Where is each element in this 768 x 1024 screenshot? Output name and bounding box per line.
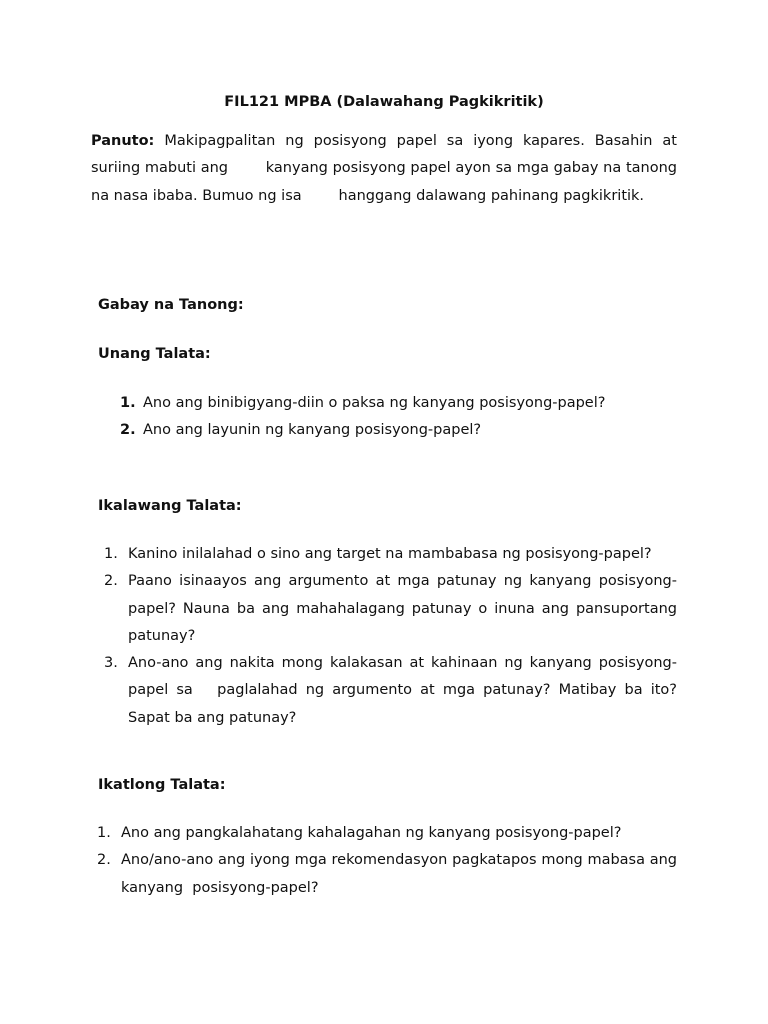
question-item [97, 847, 682, 902]
question-item [104, 568, 677, 650]
section-heading-ikalawang-talata: Ikalawang Talata: [98, 498, 242, 514]
question-text: Ano ang layunin ng kanyang posisyong-papel? [143, 422, 482, 439]
question-list-ikalawang-talata [104, 541, 682, 732]
instructions-paragraph [91, 128, 682, 210]
question-item [104, 650, 682, 732]
question-text: Kanino inilalahad o sino ang target na mambabasa ng posisyong-papel? [128, 546, 652, 562]
question-text: Ano-ano ang nakita mong kalakasan at kahinaan ng kanyang posisyong-papel sa paglalahad ng argumento at mga patunay? Matibay ba ito? Sapat ba ang patunay? [128, 655, 682, 726]
question-text: Paano isinaayos ang argumento at mga patunay ng kanyang posisyong-papel? Nauna ba ang mahahalagang patunay o inuna ang pansuportang patunay? [128, 573, 677, 644]
question-number: 1. [104, 546, 118, 562]
question-text: Ano/ano-ano ang iyong mga rekomendasyon pagkatapos mong mabasa ang kanyang posisyong-papel? [121, 852, 682, 896]
question-number: 1. [97, 825, 111, 841]
question-list-ikatlong-talata [97, 820, 682, 902]
instructions-text: Makipagpalitan ng posisyong papel sa iyong kapares. Basahin at suriing mabuti ang kanyang posisyong papel ayon sa mga gabay na tanong na nasa ibaba. Bumuo ng isa hanggang dalawang pahinang pagkikritik. [91, 133, 682, 204]
instructions-label: Panuto: [91, 133, 155, 149]
question-number: 1. [120, 395, 136, 411]
question-item [120, 390, 683, 417]
guide-heading: Gabay na Tanong: [98, 297, 244, 313]
question-item [104, 541, 677, 568]
question-item [97, 820, 677, 847]
section-heading-ikatlong-talata: Ikatlong Talata: [98, 777, 226, 793]
question-number: 2. [120, 422, 136, 439]
question-text: Ano ang pangkalahatang kahalagahan ng kanyang posisyong-papel? [121, 825, 622, 841]
question-list-unang-talata [120, 390, 683, 445]
document-title: FIL121 MPBA (Dalawahang Pagkikritik) [224, 94, 544, 110]
question-text: Ano ang binibigyang-diin o paksa ng kanyang posisyong-papel? [143, 395, 606, 411]
question-number: 2. [104, 573, 118, 590]
question-item [120, 417, 683, 444]
question-number: 3. [104, 655, 118, 672]
question-number: 2. [97, 852, 111, 869]
section-heading-unang-talata: Unang Talata: [98, 346, 211, 362]
